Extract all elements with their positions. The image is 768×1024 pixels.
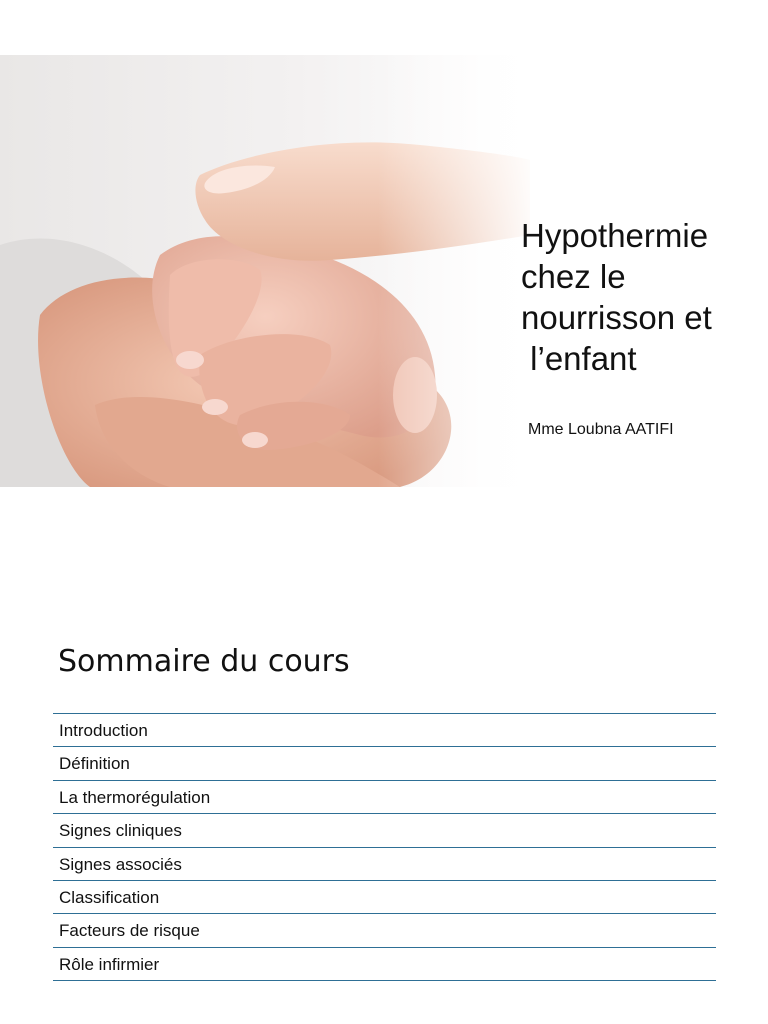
summary-item: Classification [53,881,716,914]
title-line: nourrisson et [521,299,712,336]
summary-item: Signes associés [53,848,716,881]
summary-item: Introduction [53,714,716,747]
summary-item: Rôle infirmier [53,948,716,981]
author-name: Mme Loubna AATIFI [528,421,674,438]
title-slide [0,55,768,487]
title-line: l’enfant [521,340,637,377]
summary-item: Définition [53,747,716,780]
title-line: Hypothermie [521,217,709,254]
summary-item: Signes cliniques [53,814,716,847]
title-line: chez le [521,258,626,295]
slide-title [521,215,766,379]
summary-item: Facteurs de risque [53,914,716,947]
summary-item: La thermorégulation [53,781,716,814]
hands-photo [0,55,540,487]
hands-holding-icon [0,55,540,487]
summary-slide [0,610,768,1024]
summary-list [53,713,716,981]
summary-title: Sommaire du cours [58,644,350,679]
